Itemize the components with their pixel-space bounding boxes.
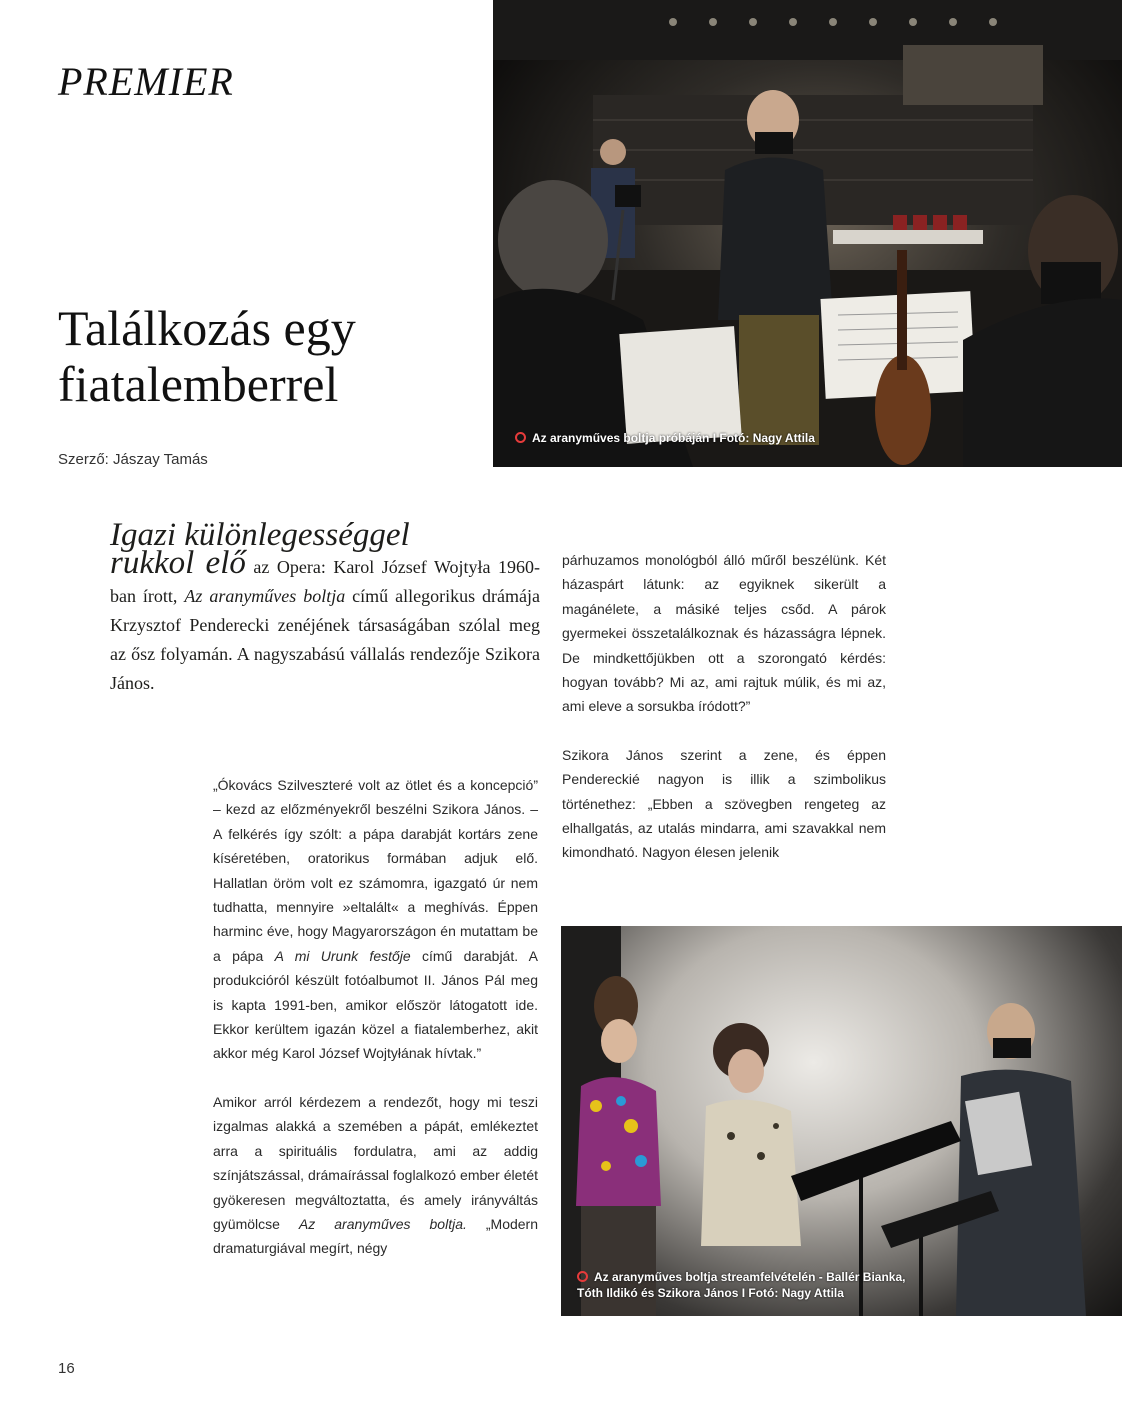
rehearsal-photo xyxy=(493,0,1122,467)
lead-paragraph: Igazi különlegességgel rukkol elő az Opera: Karol József Wojtyła 1960-ban írott, Az aranyműves boltja című allegorikus drámája Krzysztof Penderecki zenéjének társaságában szólal meg az ősz folyamán. A nagyszabású vállalás rendezője Szikora János. xyxy=(110,517,540,693)
title-line-1: Találkozás egy xyxy=(58,300,356,356)
body-paragraph: párhuzamos monológból álló műről beszélünk. Két házaspárt látunk: az egyiknek sikerült a magánélete, a másiké teljes csőd. A párok gyermekei összetalálkoznak és házasságra lépnek. De mindkettőjükben ott a szorongató kérdés: hogyan tovább? Mi az, ami rajtuk múlik, és mi az, ami eleve a sorsukba íródott?” xyxy=(562,552,886,715)
stream-recording-photo xyxy=(561,926,1122,1316)
lead-drop-line-1: Igazi különlegességgel xyxy=(110,517,410,553)
body-paragraph: Szikora János szerint a zene, és éppen Pendereckié nagyon is illik a szimbolikus történethez: „Ebben a szövegben rengeteg az elhallgatás, az utalás mindarra, ami szavakkal nem kimondható. Nagyon élesen jelenik xyxy=(562,746,886,861)
article-title xyxy=(58,300,478,412)
body-column-left xyxy=(213,773,538,1261)
page-number: 16 xyxy=(58,1360,75,1377)
rehearsal-photo-illustration xyxy=(493,0,1122,467)
title-line-2: fiatalemberrel xyxy=(58,356,339,412)
section-label: PREMIER xyxy=(58,59,234,104)
lead-drop-line-2: rukkol elő xyxy=(110,545,246,581)
body-paragraph: „Ókovács Szilveszteré volt az ötlet és a koncepció” – kezd az előzményekről beszélni Szikora János. – A felkérés így szólt: a pápa darabját kortárs zene kíséretében, oratorikus formában adjuk elő. Hallatlan öröm volt ez számomra, igazgató úr nem tudhatta, mennyire »eltalált« a meghívás. Éppen harminc éve, hogy Magyarországon én mutattam be a pápa A mi Urunk festője című darabját. A produkcióról készült fotóalbumot II. János Pál meg is kapta 1991-ben, amikor először látogatott ide. Ekkor kerültem igazán közel a fiatalemberhez, akit akkor még Karol József Wojtyłának hívtak.” xyxy=(213,777,539,1062)
body-paragraph: Amikor arról kérdezem a rendezőt, hogy mi teszi izgalmas alakká a szemében a pápát, emlékeztet arra a spirituális fordulatra, ami az addig színjátszással, drámaírással foglalkozó ember életét gyökeresen megváltoztatta, és amely irányváltás gyümölcse Az aranyműves boltja. „Modern dramaturgiával megírt, négy xyxy=(213,1093,539,1257)
stream-recording-photo-illustration xyxy=(561,926,1122,1316)
caption-bullet-icon xyxy=(515,432,526,443)
author-byline: Szerző: Jászay Tamás xyxy=(58,451,208,468)
caption-bullet-icon xyxy=(577,1271,588,1282)
rehearsal-photo-caption: Az aranyműves boltja próbáján I Fotó: Nagy Attila xyxy=(515,430,815,446)
body-column-right xyxy=(562,548,886,865)
stream-photo-caption: Az aranyműves boltja streamfelvételén - Ballér Bianka, Tóth Ildikó és Szikora János I Fotó: Nagy Attila xyxy=(577,1270,906,1300)
